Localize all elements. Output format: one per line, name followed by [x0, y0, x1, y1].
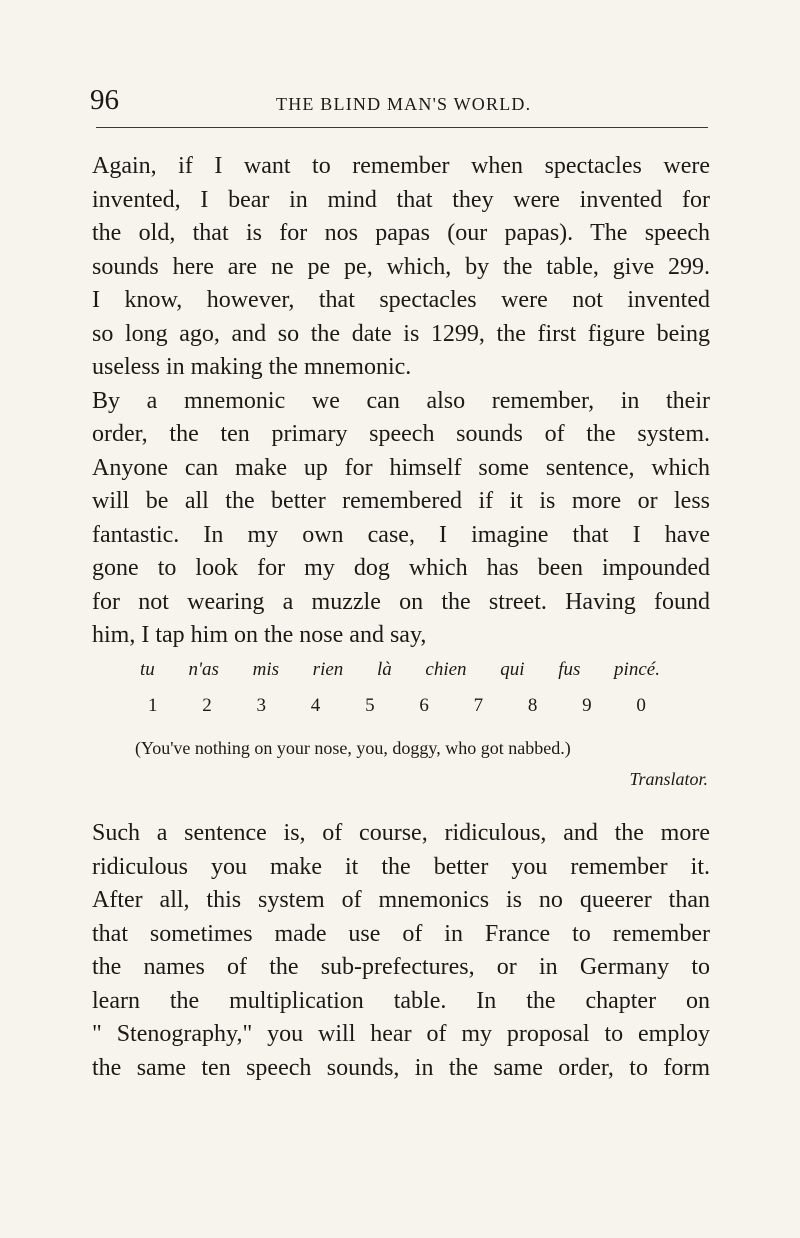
- mnemonic-sentence: [140, 657, 660, 683]
- text-line: ridiculous you make it the better you remember it.: [92, 853, 710, 880]
- digit: 1: [148, 695, 158, 716]
- mnemonic-word: mis: [252, 659, 279, 680]
- text-line: him, I tap him on the nose and say,: [92, 622, 427, 648]
- text-line: sounds here are ne pe pe, which, by the table, give 299.: [92, 253, 710, 280]
- digit: 8: [527, 695, 538, 716]
- text-line: learn the multiplication table. In the chapter on: [92, 987, 710, 1014]
- text-line: order, the ten primary speech sounds of the system.: [92, 421, 710, 447]
- translation-note: (You've nothing on your nose, you, doggy, who got nabbed.): [135, 738, 571, 758]
- text-line: fantastic. In my own case, I imagine that I have: [92, 521, 710, 548]
- text-line: After all, this system of mnemonics is no queerer than: [92, 887, 710, 913]
- body-text-top: [92, 150, 710, 653]
- mnemonic-word: rien: [312, 659, 344, 680]
- mnemonic-word: tu: [140, 659, 155, 680]
- running-head: THE BLIND MAN'S WORLD.: [276, 94, 532, 114]
- digit: 2: [202, 695, 212, 716]
- text-line: that sometimes made use of in France to remember: [92, 920, 710, 947]
- page-number: 96: [90, 84, 119, 116]
- paragraph-mnemonic: [92, 385, 710, 653]
- text-line: the old, that is for nos papas (our papas). The speech: [92, 220, 710, 246]
- mnemonic-digits: [148, 693, 646, 719]
- text-line: Such a sentence is, of course, ridiculous, and the more: [92, 820, 710, 846]
- digit: 4: [310, 695, 321, 716]
- text-line: invented, I bear in mind that they were invented for: [92, 186, 710, 213]
- text-line: Anyone can make up for himself some sentence, which: [92, 454, 710, 481]
- text-line: the same ten speech sounds, in the same order, to form: [92, 1054, 710, 1081]
- text-line: " Stenography," you will hear of my proposal to employ: [92, 1021, 710, 1047]
- text-line: I know, however, that spectacles were not invented: [92, 287, 710, 313]
- paragraph-ridiculous: [92, 817, 710, 1085]
- text-line: Again, if I want to remember when spectacles were: [92, 153, 710, 179]
- mnemonic-word: pincé.: [614, 659, 660, 680]
- header-rule: [96, 127, 708, 128]
- translator-credit: Translator.: [629, 769, 708, 789]
- mnemonic-word: fus: [558, 659, 581, 680]
- mnemonic-word: qui: [500, 659, 525, 680]
- mnemonic-word: chien: [425, 659, 467, 680]
- paragraph-spectacles: [92, 150, 710, 385]
- text-line: the names of the sub-prefectures, or in Germany to: [92, 954, 710, 980]
- digit: 3: [256, 695, 267, 716]
- digit: 6: [419, 695, 429, 716]
- digit: 0: [636, 695, 646, 716]
- text-line: will be all the better remembered if it is more or less: [92, 488, 710, 514]
- mnemonic-word: n'as: [188, 659, 219, 680]
- digit: 5: [365, 695, 375, 716]
- text-line: gone to look for my dog which has been impounded: [92, 555, 710, 581]
- text-line: for not wearing a muzzle on the street. Having found: [92, 588, 710, 615]
- digit: 9: [582, 695, 592, 716]
- page-header: [90, 80, 710, 120]
- text-line: By a mnemonic we can also remember, in their: [92, 387, 710, 414]
- text-line: useless in making the mnemonic.: [92, 354, 412, 380]
- text-line: so long ago, and so the date is 1299, the first figure being: [92, 320, 710, 347]
- digit: 7: [473, 695, 484, 716]
- mnemonic-word: là: [376, 659, 392, 680]
